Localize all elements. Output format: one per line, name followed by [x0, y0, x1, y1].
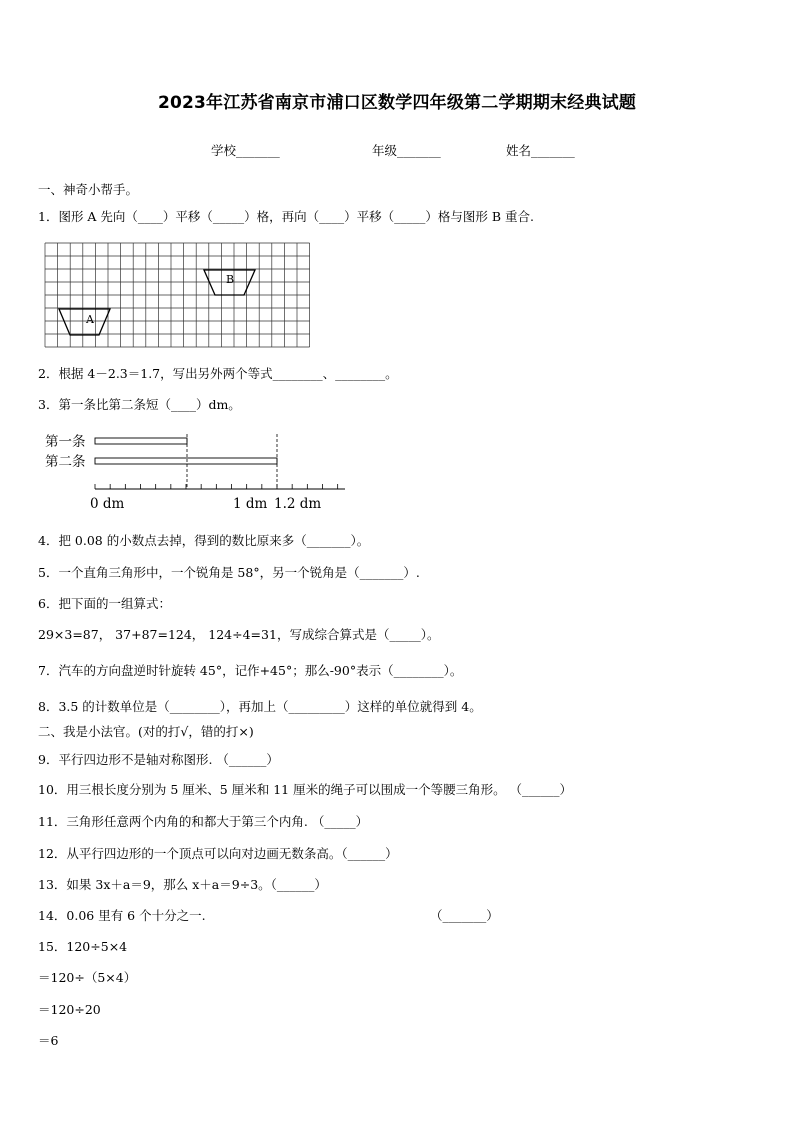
question-10: 10．用三根长度分别为 5 厘米、5 厘米和 11 厘米的绳子可以围成一个等腰三角形。 （______） — [38, 782, 573, 797]
bar-first-label: 第一条 — [45, 434, 86, 450]
grade-field: 年级_______ — [372, 143, 441, 158]
question-13: 13．如果 3x＋a＝9，那么 x＋a＝9÷3。（______） — [38, 877, 327, 892]
question-1: 1．图形 A 先向（____）平移（_____）格，再向（____）平移（_____）格与图形 B 重合. — [38, 209, 535, 224]
question-2: 2．根据 4－2.3＝1.7，写出另外两个等式________、________。 — [38, 366, 398, 381]
question-6: 6．把下面的一组算式： — [38, 596, 171, 611]
question-14-blank: （_______） — [430, 908, 499, 923]
question-3: 3．第一条比第二条短（____）dm。 — [38, 397, 241, 412]
question-7: 7．汽车的方向盘逆时针旋转 45°，记作+45°；那么-90°表示（________）。 — [38, 663, 463, 678]
question-14: 14．0.06 里有 6 个十分之一. — [38, 908, 206, 923]
question-15-line-4: ＝6 — [38, 1033, 59, 1048]
tick-label-1: 1 dm — [233, 496, 268, 512]
shape-b-label: B — [225, 273, 235, 286]
question-15-line-1: 15．120÷5×4 — [38, 939, 128, 954]
school-field: 学校_______ — [211, 143, 280, 158]
tick-label-12: 1.2 dm — [274, 496, 322, 512]
question-4: 4．把 0.08 的小数点去掉，得到的数比原来多（_______）。 — [38, 533, 370, 548]
question-11: 11．三角形任意两个内角的和都大于第三个内角. （_____） — [38, 814, 369, 829]
section-1-heading: 一、神奇小帮手。 — [38, 182, 139, 197]
question-12: 12．从平行四边形的一个顶点可以向对边画无数条高。（______） — [38, 846, 398, 861]
grid-figure — [44, 242, 310, 348]
question-15-line-2: ＝120÷（5×4） — [38, 970, 137, 985]
question-5: 5．一个直角三角形中，一个锐角是 58°，另一个锐角是（_______）. — [38, 565, 420, 580]
bar-second — [95, 458, 277, 464]
question-6-equations: 29×3=87， 37+87=124， 124÷4=31，写成综合算式是（_____）。 — [38, 627, 440, 642]
section-2-heading: 二、我是小法官。(对的打√，错的打×) — [38, 724, 254, 739]
bar-figure — [40, 428, 350, 514]
page-title: 2023年江苏省南京市浦口区数学四年级第二学期期末经典试题 — [157, 93, 637, 113]
shape-a — [59, 309, 110, 335]
question-15-line-3: ＝120÷20 — [38, 1002, 101, 1017]
question-8: 8．3.5 的计数单位是（________），再加上（_________）这样的单位就得到 4。 — [38, 699, 482, 714]
name-field: 姓名_______ — [506, 143, 575, 158]
question-9: 9．平行四边形不是轴对称图形. （______） — [38, 752, 279, 767]
bar-first — [95, 438, 187, 444]
tick-label-0: 0 dm — [90, 496, 125, 512]
shape-a-label: A — [86, 313, 94, 326]
bar-second-label: 第二条 — [45, 454, 86, 470]
